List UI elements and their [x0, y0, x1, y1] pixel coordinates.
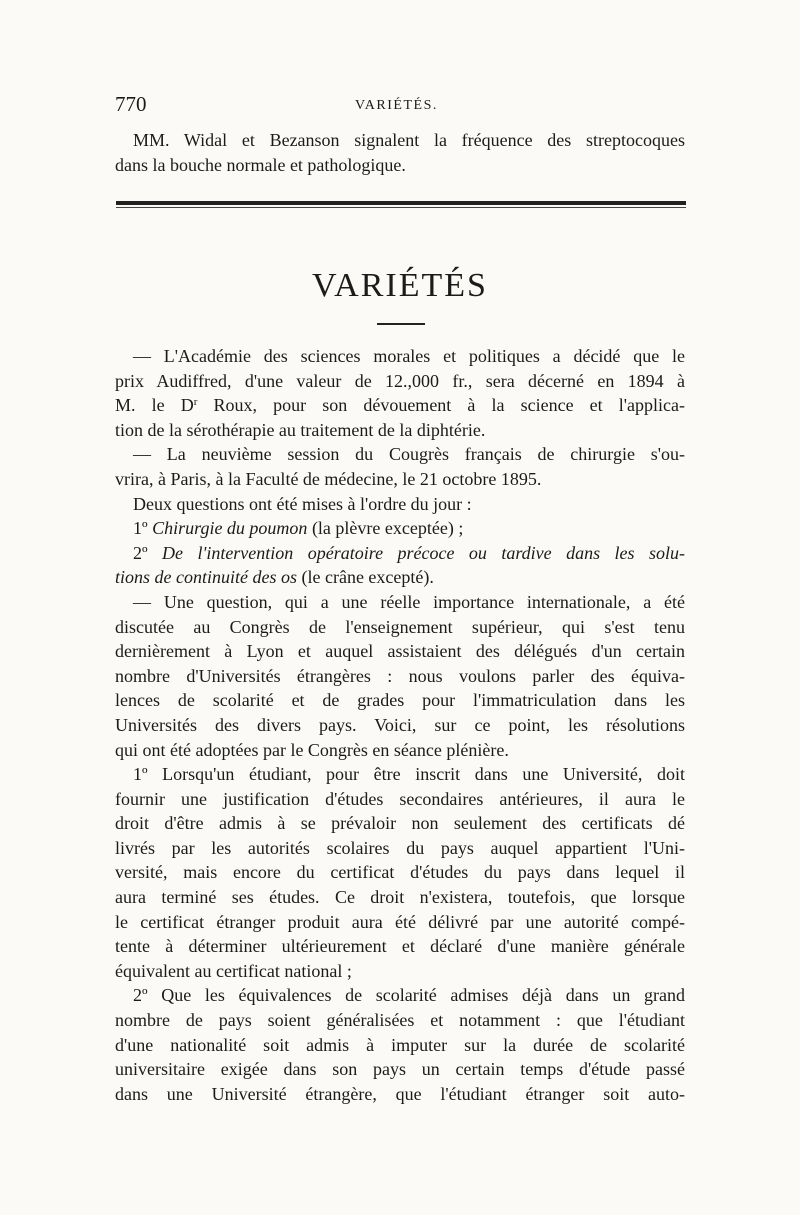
intro-paragraph: [115, 128, 685, 177]
text-line: — La neuvième session du Cougrès français de chirurgie s'ou-: [133, 444, 685, 465]
section-divider-thin: [116, 207, 686, 208]
text-line: équivalent au certificat national ;: [115, 960, 352, 981]
text-line: livrés par les autorités scolaires du pays auquel appartient l'Uni-: [115, 837, 685, 858]
text-line: — L'Académie des sciences morales et politiques a décidé que le: [133, 346, 685, 366]
list-number: 2º: [133, 542, 163, 563]
superscript: r: [193, 396, 198, 409]
text-line: 2º Que les équivalences de scolarité admises déjà dans un grand: [133, 985, 685, 1006]
text-line: dans une Université étrangère, que l'étudiant étranger soit auto-: [115, 1083, 685, 1104]
question-2-line-1: [115, 541, 685, 566]
text-line: tente à déterminer ultérieurement et déclaré d'une manière générale: [115, 936, 685, 957]
text-fragment: Roux, pour son dévouement à la science et l'applica-: [197, 395, 685, 416]
text-line: nombre d'Universités étrangères : nous voulons parler des équiva-: [115, 665, 685, 686]
text-line: universitaire exigée dans son pays un certain temps d'étude passé: [115, 1059, 685, 1080]
text-line: prix Audiffred, d'une valeur de 12.,000 fr., sera décerné en 1894 à: [115, 370, 685, 391]
text-line: 1º Lorsqu'un étudiant, pour être inscrit dans une Université, doit: [133, 764, 685, 785]
section-divider-thick: [116, 201, 686, 205]
text-line: aura terminé ses études. Ce droit n'existera, toutefois, que lorsque: [115, 887, 685, 908]
text-line: versité, mais encore du certificat d'études du pays dans lequel il: [115, 862, 685, 883]
question-title: De l'intervention opératoire précoce ou tardive dans les solu-: [162, 542, 685, 563]
section-title: VARIÉTÉS: [312, 267, 488, 304]
text-fragment: (la plèvre exceptée) ;: [307, 518, 464, 539]
question-title: Chirurgie du poumon: [152, 518, 308, 539]
text-line: vrira, à Paris, à la Faculté de médecine, le 21 octobre 1895.: [115, 468, 542, 489]
text-line: Universités des divers pays. Voici, sur ce point, les résolutions: [115, 714, 685, 735]
text-fragment: M. le D: [115, 395, 194, 416]
text-line: d'une nationalité soit admis à imputer sur la durée de scolarité: [115, 1034, 685, 1055]
question-title: tions de continuité des os: [115, 567, 297, 588]
text-line: MM. Widal et Bezanson signalent la fréquence des streptocoques: [133, 130, 685, 150]
text-line: nombre de pays soient généralisées et notamment : que l'étudiant: [115, 1010, 685, 1031]
text-line: [115, 393, 685, 418]
text-line: dans la bouche normale et pathologique.: [115, 154, 406, 175]
text-line: Deux questions ont été mises à l'ordre du jour :: [133, 493, 472, 514]
question-2-line-2: [115, 565, 685, 590]
text-line: fournir une justification d'études secondaires antérieures, il aura le: [115, 788, 685, 809]
text-line: qui ont été adoptées par le Congrès en séance plénière.: [115, 739, 509, 760]
title-underline: [377, 323, 425, 325]
running-title: VARIÉTÉS.: [355, 98, 438, 113]
question-1: [115, 516, 685, 541]
text-line: dernièrement à Lyon et auquel assistaient des délégués d'un certain: [115, 641, 685, 662]
text-line: tion de la sérothérapie au traitement de la diphtérie.: [115, 419, 486, 440]
text-fragment: (le crâne excepté).: [296, 567, 434, 588]
text-line: discutée au Congrès de l'enseignement supérieur, qui s'est tenu: [115, 616, 685, 637]
text-line: droit d'être admis à se prévaloir non seulement des certificats dé: [115, 813, 685, 834]
list-number: 1º: [133, 518, 153, 539]
text-line: lences de scolarité et de grades pour l'immatriculation dans les: [115, 690, 685, 711]
text-line: le certificat étranger produit aura été délivré par une autorité compé-: [115, 911, 685, 932]
running-header: [115, 92, 685, 122]
text-line: — Une question, qui a une réelle importance internationale, a été: [133, 591, 685, 612]
page-number: 770: [115, 92, 147, 116]
main-text: [115, 344, 685, 1106]
